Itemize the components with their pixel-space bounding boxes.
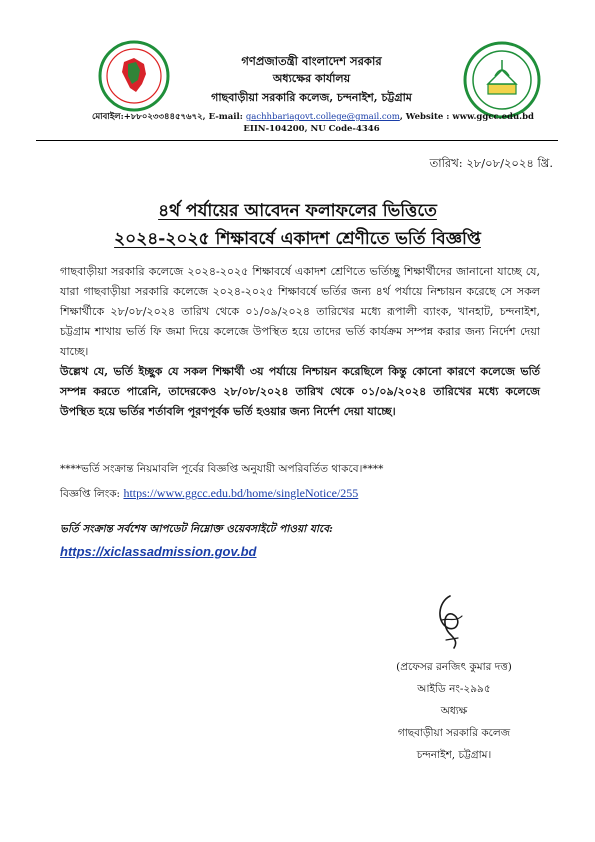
notice-paragraph-2: উল্লেখ যে, ভর্তি ইচ্ছুক যে সকল শিক্ষার্থী ৩য় পর্যায়ে নিশ্চায়ন করেছিলে কিন্তু কোনো কারণে কলেজে ভর্তি সম্পন্ন করতে পারেনি, তাদেরকেও ২৮/০৮/২০২৪ তারিখ থেকে ০১/০৯/২০২৪ তারিখের মধ্যে কলেজে উপস্থিত হয়ে ভর্তির শর্তাবলি পূরণপূর্বক ভর্তি হওয়ার জন্য নির্দেশ দেয়া যাচ্ছে। — [60, 365, 540, 418]
rules-note: ****ভর্তি সংক্রান্ত নিয়মাবলি পূর্বের বিজ্ঞপ্তি অনুযায়ী অপরিবর্তিত থাকবে।**** — [60, 463, 384, 475]
update-note: ভর্তি সংক্রান্ত সর্বশেষ আপডেট নিম্নোক্ত ওয়েবসাইটে পাওয়া যাবে: — [60, 523, 333, 535]
notice-link[interactable]: https://www.ggcc.edu.bd/home/singleNotice/255 — [123, 486, 359, 500]
header-divider — [36, 140, 558, 141]
notice-paragraph-1: গাছবাড়ীয়া সরকারি কলেজে ২০২৪-২০২৫ শিক্ষাবর্ষে একাদশ শ্রেণিতে ভর্তিচ্ছু শিক্ষার্থীদের জানানো যাচ্ছে যে, যারা গাছবাড়ীয়া সরকারি কলেজে ২০২৪-২০২৫ শিক্ষাবর্ষে ভর্তির জন্য ৪র্থ পর্যায়ে নিশ্চায়ন করেছে সে সকল শিক্ষার্থীকে ২৮/০৮/২০২৪ তারিখ থেকে ০১/০৯/২০২৪ তারিখের মধ্যে রূপালী ব্যাংক, খানহাট, চন্দনাইশ, চট্টগ্রাম শাখায় ভর্তি ফি জমা দিয়ে কলেজে উপস্থিত হয়ে তাদের ভর্তি কার্যক্রম সম্পন্ন করার জন্য নির্দেশ দেয়া যাচ্ছে। — [60, 265, 540, 358]
signatory-id: আইডি নং-২৯৯৫ — [417, 683, 491, 695]
contact-line — [92, 110, 534, 124]
signatory-address: চন্দনাইশ, চট্টগ্রাম। — [416, 749, 492, 761]
institution-codes: EIIN-104200, NU Code-4346 — [243, 124, 380, 134]
email-link[interactable]: gachhbariagovt.college@gmail.com — [245, 112, 400, 122]
signatory-name: (প্রফেসর রনজিৎ কুমার দত্ত) — [396, 661, 512, 673]
signatory-designation: অধ্যক্ষ — [440, 705, 468, 717]
admission-website-link[interactable]: https://xiclassadmission.gov.bd — [60, 544, 257, 559]
header-government: গণপ্রজাতন্ত্রী বাংলাদেশ সরকার — [241, 54, 382, 68]
header-office: অধ্যক্ষের কার্যালয় — [272, 72, 351, 85]
email-label: E-mail: — [208, 112, 243, 122]
header-college-address: গাছবাড়ীয়া সরকারি কলেজ, চন্দনাইশ, চট্টগ্রাম — [211, 91, 412, 104]
website-text: , Website : www.ggcc.edu.bd — [399, 112, 535, 122]
phone-number: মোবাইল:+৮৮০২৩৩৪৪৫৭৬৭২, — [92, 112, 206, 122]
notice-title-line-1: ৪র্থ পর্যায়ের আবেদন ফলাফলের ভিত্তিতে — [158, 201, 437, 221]
notice-title-line-2: ২০২৪-২০২৫ শিক্ষাবর্ষে একাদশ শ্রেণীতে ভর্তি বিজ্ঞপ্তি — [114, 229, 481, 249]
notice-link-row — [60, 486, 358, 504]
principal-signature — [428, 592, 472, 652]
notice-link-label: বিজ্ঞপ্তি লিংক: — [60, 488, 124, 500]
notice-date: তারিখ: ২৮/০৮/২০২৪ খ্রি. — [429, 156, 553, 170]
signatory-college: গাছবাড়ীয়া সরকারি কলেজ — [397, 727, 511, 739]
